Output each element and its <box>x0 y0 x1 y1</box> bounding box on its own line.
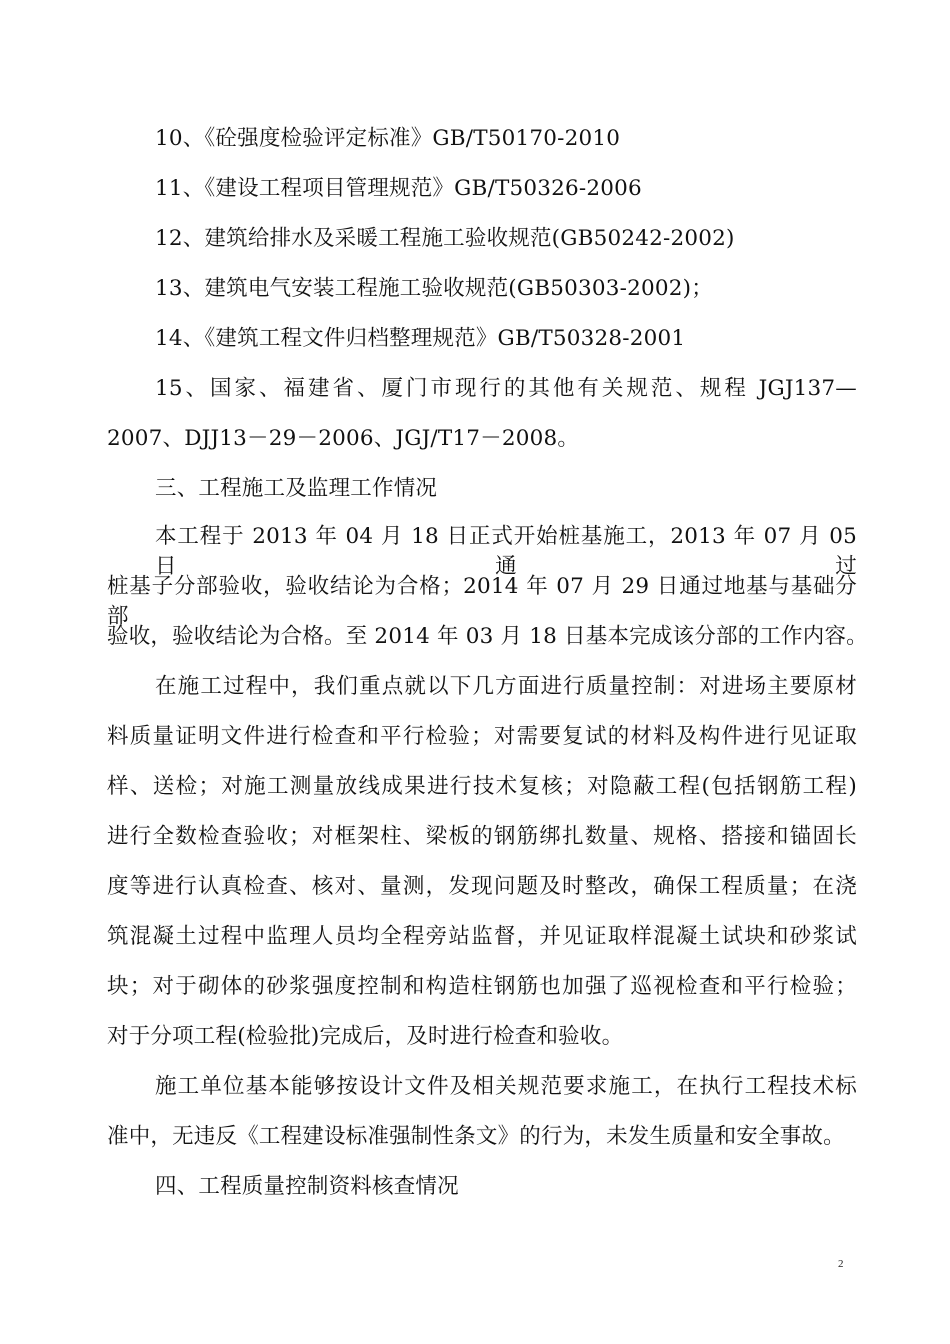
paragraph-line: 料质量证明文件进行检查和平行检验；对需要复试的材料及构件进行见证取 <box>107 724 857 749</box>
reference-item-11 <box>155 174 857 204</box>
reference-index: 14、 <box>155 326 205 351</box>
paragraph-line: 桩基子分部验收，验收结论为合格；2014 年 07 月 29 日通过地基与基础分部 <box>107 574 857 629</box>
paragraph-line: 在施工过程中，我们重点就以下几方面进行质量控制：对进场主要原材 <box>155 674 857 699</box>
reference-item-15-line1: 15、国家、福建省、厦门市现行的其他有关规范、规程 JGJ137— <box>155 376 857 401</box>
paragraph-line: 度等进行认真检查、核对、量测，发现问题及时整改，确保工程质量；在浇 <box>107 874 857 899</box>
reference-item-12 <box>155 224 857 254</box>
reference-item-14 <box>155 324 857 354</box>
paragraph-line: 验收，验收结论为合格。至 2014 年 03 月 18 日基本完成该分部的工作内容。 <box>107 624 868 649</box>
paragraph-line: 准中，无违反《工程建设标准强制性条文》的行为，未发生质量和安全事故。 <box>107 1124 845 1149</box>
page-number: 2 <box>838 1258 844 1270</box>
reference-index: 13、 <box>155 276 205 301</box>
paragraph-line: 施工单位基本能够按设计文件及相关规范要求施工，在执行工程技术标 <box>155 1074 857 1099</box>
reference-text: 建筑电气安装工程施工验收规范(GB50303-2002)； <box>204 276 713 301</box>
reference-text: 《砼强度检验评定标准》GB/T50170-2010 <box>204 126 621 151</box>
paragraph-line: 块；对于砌体的砂浆强度控制和构造柱钢筋也加强了巡视检查和平行检验； <box>107 974 857 999</box>
section-heading-3: 三、工程施工及监理工作情况 <box>155 476 438 501</box>
paragraph-line: 本工程于 2013 年 04 月 18 日正式开始桩基施工，2013 年 07 月 05 日通过 <box>155 524 857 579</box>
paragraph-line: 样、送检；对施工测量放线成果进行技术复核；对隐蔽工程(包括钢筋工程) <box>107 774 857 799</box>
reference-index: 12、 <box>155 226 205 251</box>
reference-text: 《建筑工程文件归档整理规范》GB/T50328-2001 <box>204 326 686 351</box>
reference-item-15-line2: 2007、DJJ13－29－2006、JGJ/T17－2008。 <box>107 426 580 451</box>
paragraph-line: 筑混凝土过程中监理人员均全程旁站监督，并见证取样混凝土试块和砂浆试 <box>107 924 857 949</box>
reference-item-13 <box>155 274 857 304</box>
reference-index: 10、 <box>155 126 205 151</box>
section-heading-4: 四、工程质量控制资料核查情况 <box>155 1174 459 1199</box>
reference-text: 建筑给排水及采暖工程施工验收规范(GB50242-2002) <box>204 226 735 251</box>
paragraph-line: 进行全数检查验收；对框架柱、梁板的钢筋绑扎数量、规格、搭接和锚固长 <box>107 824 857 849</box>
reference-text: 《建设工程项目管理规范》GB/T50326-2006 <box>204 176 642 201</box>
reference-item-10 <box>155 124 857 154</box>
reference-index: 11、 <box>155 176 205 201</box>
paragraph-line: 对于分项工程(检验批)完成后，及时进行检查和验收。 <box>107 1024 624 1049</box>
